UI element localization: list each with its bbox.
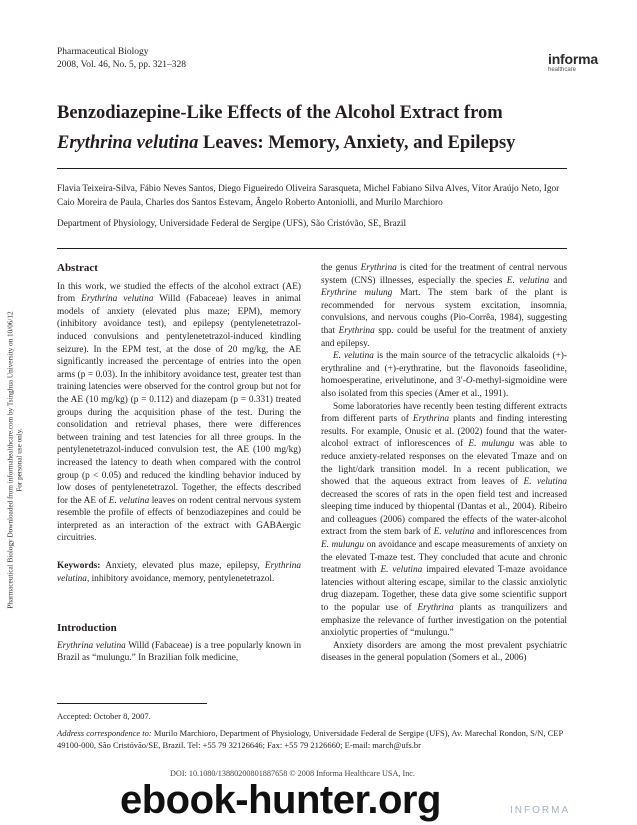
logo-main-text: informa [548, 51, 598, 67]
watermark: ebook-hunter.org [120, 778, 441, 822]
title-line-2 [57, 128, 587, 158]
journal-citation: 2008, Vol. 46, No. 5, pp. 321–328 [57, 60, 186, 70]
right-column [321, 262, 567, 665]
correspondence-label: Address correspondence to: [57, 728, 152, 738]
title-rule-top [57, 168, 567, 169]
article-title [57, 98, 587, 158]
footnote-rule [57, 703, 207, 704]
download-sidebar [0, 250, 30, 670]
journal-header [57, 46, 186, 72]
correspondence [57, 727, 567, 751]
affiliation: Department of Physiology, Universidade Federal de Sergipe (UFS), São Cristóvão, SE, Brazil [57, 219, 407, 229]
watermark-logo: INFORMA [510, 805, 571, 816]
paragraph-3: Some laboratories have recently been testing different extracts from different parts of Erythrina plants and finding interesting results. For example, Onusic et al. (2002) found that the water-alcohol extract of inflorescences of E. mulungu was able to reduce anxiety-related responses on the elevated Tmaze and on the light/dark transition model. In a recent publication, we showed that the aqueous extract from leaves of E. velutina decreased the scores of rats in the open field test and increased sleeping time induced by thiopental (Dantas et al., 2004). Ribeiro and colleagues (2006) compared the effects of the water-alcohol extract from the stem bark of E. velutina and inflorescences from E. mulungu on avoidance and escape measurements of anxiety on the elevated T-maze test. They concluded that acute and chronic treatment with E. velutina impaired elevated T-maze avoidance latencies without altering escape, similar to the classic anxiolytic drug diazepam. Together, these data give some scientific support to the popular use of Erythrina plants as tranquilizers and emphasize the relevance of further investigation on the potential anxiolytic properties of “mulungu.” [321, 401, 568, 639]
title-rule-bottom [57, 248, 567, 249]
abstract-section [57, 262, 301, 545]
paragraph-1: the genus Erythrina is cited for the treatment of central nervous system (CNS) illnesses, especially the species E. velutina and Erythrine mulung Mart. The stem bark of the plant is recommended for nervous system excitation, insomnia, convulsions, and nervous coughs (Pio-Corrêa, 1984), suggesting that Erythrina spp. could be useful for the treatment of anxiety and epilepsy. [321, 263, 568, 349]
sidebar-line-2: For personal use only. [15, 428, 23, 492]
publisher-logo [548, 52, 598, 74]
introduction-text: Erythrina velutina Willd (Fabaceae) is a tree popularly known in Brazil as “mulungu.” In Brazilian folk medicine, [57, 640, 301, 664]
keywords: Keywords: Anxiety, elevated plus maze, epilepsy, Erythrina velutina, inhibitory avoidance, memory, pentylenetetrazol. [57, 561, 301, 584]
abstract-text: In this work, we studied the effects of the alcohol extract (AE) from Erythrina velutina Willd (Fabaceae) leaves in animal models of anxiety (elevated plus maze; EPM), memory (inhibitory avoidance test), and epilepsy (pentylenetetrazol-induced convulsions and pentylenetetrazol-induced kindling seizure). In the EPM test, at the dose of 20 mg/kg, the AE significantly increased the percentage of entries into the open arms (p = 0.03). In the inhibitory avoidance test, greater test than training latencies were observed for the control group but not for the AE (10 mg/kg) (p = 0.112) and diazepam (p = 0.331) treated groups during the acquisition phase of the test. During the consolidation and retrieval phases, there were differences between training and test latencies for all three groups. In the pentylenetetrazol-induced convulsion test, the AE (100 mg/kg) increased the latency to death when compared with the control group (p < 0.05) and reduced the kindling behavior induced by low doses of pentylenetetrazol. Together, the effects described for the AE of E. velutina leaves on rodent central nervous system resemble the profile of effects of benzodiazepines and could be interpreted as an interaction of the extract with GABAergic circuitries. [57, 281, 301, 544]
correspondence-text: Murilo Marchioro, Department of Physiology, Universidade Federal de Sergipe (UFS), Av. Marechal Rondon, S/N, CEP 49100-000, São Cristóvão/SE, Brazil. Tel: +55 79 32126646; Fax: +55 79 2126660; E-mail: march@ufs.br [57, 728, 563, 750]
abstract-heading: Abstract [57, 262, 98, 274]
doi-line: DOI: 10.1080/13880200801887658 © 2008 Informa Healthcare USA, Inc. [170, 769, 415, 778]
paragraph-4: Anxiety disorders are among the most prevalent psychiatric diseases in the general population (Somers et al., 2006) [321, 640, 567, 664]
journal-name: Pharmaceutical Biology [57, 47, 149, 57]
author-list: Flavia Teixeira-Silva, Fábio Neves Santos, Diego Figueiredo Oliveira Sarasqueta, Michel Fabiano Silva Alves, Vítor Araújo Neto, Igor Caio Moreira de Paula, Charles dos Santos Estevam, Ângelo Roberto Antoniolli, and Murilo Marchioro [57, 184, 560, 208]
paragraph-2: E. velutina is the main source of the tetracyclic alkaloids (+)-erythraline and (+)-erythratine, but the flavonoids faseolidine, homoesperatine, erivelutinone, and 3′-O-methyl-sigmoidine were also isolated from this species (Amer et al., 1991). [321, 351, 568, 399]
title-line-1: Benzodiazepine-Like Effects of the Alcohol Extract from [57, 103, 503, 123]
sidebar-line-1: Pharmaceutical Biology Downloaded from informahealthcare.com by Tsinghua University on 10/06/12 [6, 311, 15, 609]
introduction-section [57, 622, 301, 665]
logo-sub-text: healthcare [548, 67, 577, 73]
introduction-heading: Introduction [57, 622, 117, 634]
accepted-date: Accepted: October 8, 2007. [57, 711, 151, 721]
title-species: Erythrina velutina [57, 133, 199, 153]
title-rest: Leaves: Memory, Anxiety, and Epilepsy [198, 133, 516, 153]
keywords-label: Keywords: [57, 561, 101, 571]
